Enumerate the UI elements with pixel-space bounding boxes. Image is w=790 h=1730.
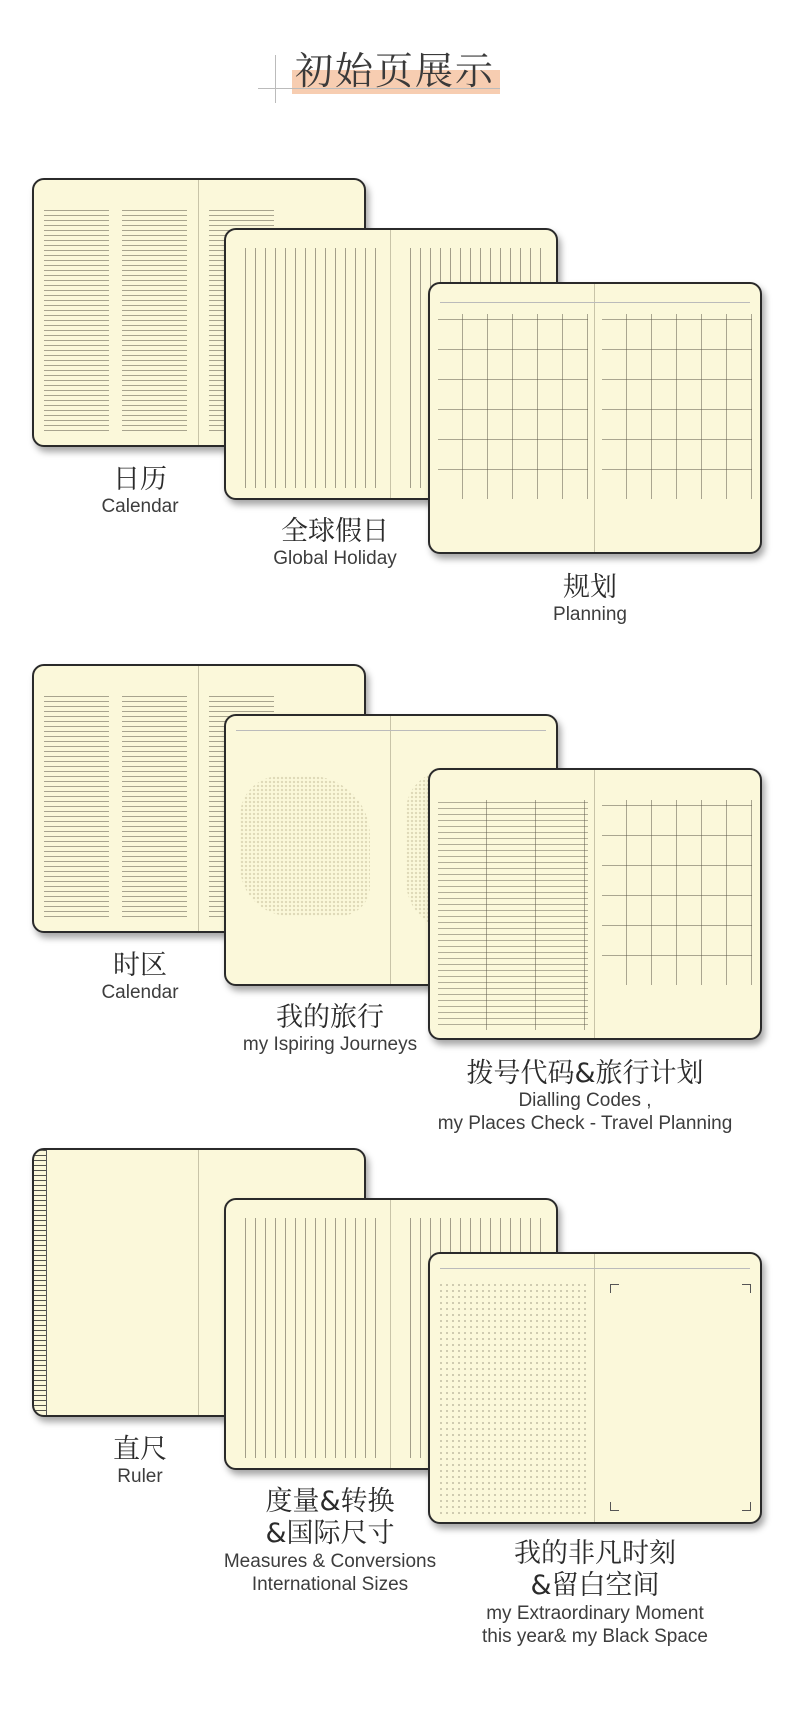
title-vertical-line	[275, 55, 276, 103]
measures-table-left	[236, 1218, 381, 1458]
ruler-scale	[34, 1150, 47, 1415]
planning-grid-right	[602, 314, 752, 499]
book-spine	[594, 770, 595, 1038]
caption-zh: 直尺	[113, 1434, 167, 1465]
caption-measures	[195, 1486, 465, 1596]
calendar-months-left	[44, 696, 109, 921]
caption-en-line-2: this year& my Black Space	[482, 1625, 708, 1647]
caption-global-holiday	[235, 516, 435, 571]
caption-en: Calendar	[101, 496, 179, 518]
caption-moments	[445, 1538, 745, 1648]
world-map-left	[240, 776, 370, 916]
caption-en: my Ispiring Journeys	[242, 1034, 418, 1056]
calendar-months-left	[44, 210, 109, 435]
caption-zh: 我的旅行	[276, 1002, 384, 1033]
caption-en-line-1: my Extraordinary Moment	[486, 1602, 704, 1624]
caption-zh: 规划	[563, 572, 617, 603]
journeys-header-rule	[236, 730, 546, 731]
dialling-codes-list	[438, 800, 588, 1030]
moments-header-rule	[440, 1268, 750, 1269]
holiday-table-left	[236, 248, 381, 488]
calendar-months-mid	[122, 696, 187, 921]
caption-en-line-2: my Places Check - Travel Planning	[437, 1113, 733, 1135]
caption-zh-line-1: 我的非凡时刻	[514, 1538, 676, 1569]
book-spine	[594, 284, 595, 552]
caption-en-line-2: International Sizes	[251, 1573, 409, 1595]
caption-calendar	[40, 464, 240, 519]
caption-zh: 全球假日	[281, 516, 389, 547]
caption-zh: 时区	[113, 950, 167, 981]
book-spine	[198, 1150, 199, 1415]
caption-zh-line-2: &留白空间	[530, 1570, 660, 1602]
dialling-book	[428, 768, 762, 1040]
caption-zh-line-2: &国际尺寸	[265, 1518, 395, 1550]
corner-mark-bl	[610, 1502, 619, 1511]
dot-grid-page	[438, 1282, 588, 1514]
calendar-months-mid	[122, 210, 187, 435]
caption-en-line-1: Measures & Conversions	[223, 1550, 437, 1572]
caption-en: Ruler	[117, 1466, 163, 1488]
book-spine	[390, 230, 391, 498]
page-title: 初始页展示	[294, 49, 495, 93]
caption-en: Calendar	[101, 982, 179, 1004]
book-spine	[198, 666, 199, 931]
book-spine	[198, 180, 199, 445]
planning-header-rule	[440, 302, 750, 303]
caption-ruler	[40, 1434, 240, 1489]
page-header	[0, 0, 790, 110]
caption-zh-line-1: 度量&转换	[265, 1486, 395, 1517]
caption-journeys	[205, 1002, 455, 1057]
book-spine	[594, 1254, 595, 1522]
book-spine	[390, 1200, 391, 1468]
caption-zh: 日历	[113, 464, 167, 495]
caption-timezone	[40, 950, 240, 1005]
caption-en-line-1: Dialling Codes ,	[518, 1090, 652, 1112]
corner-mark-tl	[610, 1284, 619, 1293]
corner-mark-tr	[742, 1284, 751, 1293]
caption-zh: 拨号代码&旅行计划	[466, 1058, 704, 1089]
caption-planning	[490, 572, 690, 627]
book-spine	[390, 716, 391, 984]
moments-book	[428, 1252, 762, 1524]
planning-grid-left	[438, 314, 588, 499]
planning-book	[428, 282, 762, 554]
caption-en: Global Holiday	[273, 548, 397, 570]
travel-plan-grid	[602, 800, 752, 985]
caption-en: Planning	[553, 604, 627, 626]
caption-dialling	[410, 1058, 760, 1136]
corner-mark-br	[742, 1502, 751, 1511]
